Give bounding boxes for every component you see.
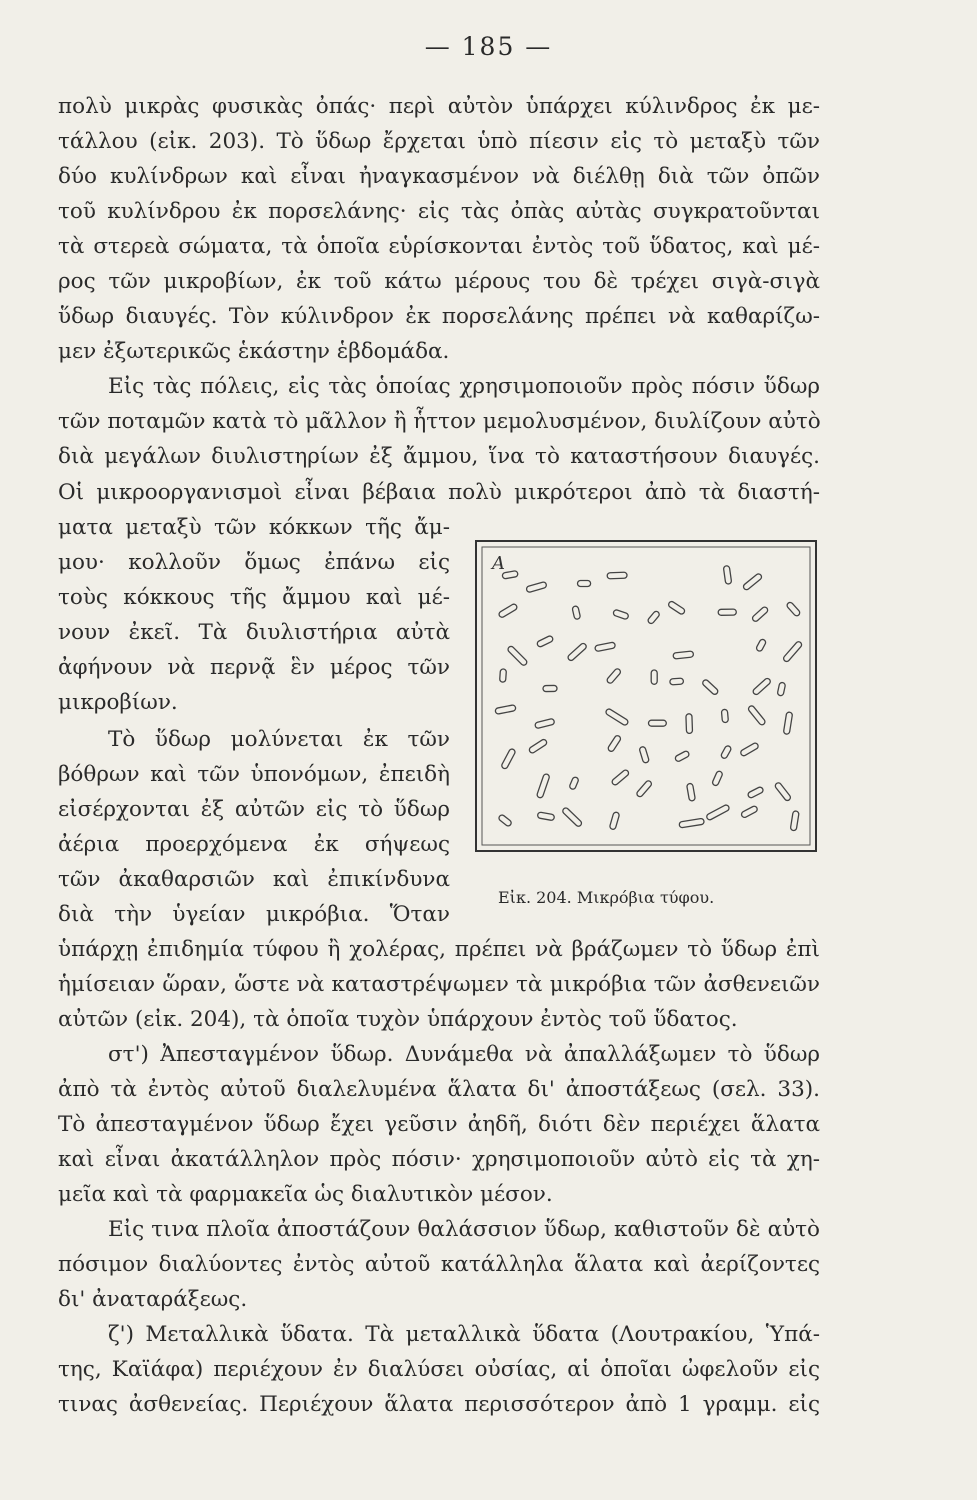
bacterium (613, 609, 629, 620)
bacteria-figure (470, 533, 830, 858)
text-line: πόσιμον διαλύοντες ἐντὸς αὐτοῦ κατάλληλα ἅλατα καὶ ἀερίζοντες (58, 1252, 820, 1277)
bacterium (607, 572, 627, 579)
text-line: Τὸ ἀπεσταγμένον ὕδωρ ἔχει γεῦσιν ἀηδῆ, διότι δὲν περιέχει ἅλατα (58, 1112, 820, 1137)
bacterium (701, 679, 718, 696)
text-line: της, Καϊάφα) περιέχουν ἐν διαλύσει οὐσίας, αἱ ὁποῖαι ὠφελοῦν εἰς (58, 1357, 820, 1382)
bacterium (611, 769, 630, 786)
text-line: νουν ἐκεῖ. Τὰ διυλιστήρια αὐτὰ (58, 620, 450, 645)
text-line: βόθρων καὶ τῶν ὑπονόμων, ἐπειδὴ (58, 762, 450, 787)
text-line: δι' ἀναταράξεως. (58, 1287, 248, 1312)
bacterium (562, 807, 583, 828)
bacteria-group (495, 565, 803, 830)
bacterium (740, 742, 760, 757)
bacterium (501, 748, 516, 770)
bacterium (649, 720, 667, 726)
bacterium (751, 606, 769, 623)
bacterium (786, 601, 801, 617)
bacterium (536, 773, 550, 798)
page-number: — 185 — (424, 32, 553, 61)
text-line: ὑπάρχῃ ἐπιδημία τύφου ἢ χολέρας, πρέπει νὰ βράζωμεν τὸ ὕδωρ ἐπὶ (58, 937, 820, 962)
bacterium (536, 635, 553, 648)
text-line: ἀφήνουν νὰ περνᾷ ἓν μέρος τῶν (58, 655, 450, 680)
text-line: καὶ εἶναι ἀκατάλληλον πρὸς πόσιν· χρησιμοποιοῦν αὐτὸ εἰς τὰ χη- (58, 1147, 820, 1172)
bacterium (777, 682, 786, 696)
bacterium (687, 783, 696, 801)
bacterium (679, 818, 705, 828)
bacterium (636, 780, 653, 798)
bacterium (578, 581, 591, 587)
bacterium (607, 735, 622, 753)
text-line: ὕδωρ διαυγές. Τὸν κύλινδρον ἐκ πορσελάνης πρέπει νὰ καθαρίζω- (58, 304, 820, 329)
typhus-bacteria-illustration (470, 533, 830, 858)
text-line: μεῖα καὶ τὰ φαρμακεῖα ὡς διαλυτικὸν μέσον. (58, 1182, 553, 1207)
text-line: τῶν ποταμῶν κατὰ τὸ μᾶλλον ἢ ἧττον μεμολυσμένον, διυλίζουν αὐτὸ (58, 409, 821, 434)
bacterium (783, 712, 792, 735)
bacterium (535, 718, 555, 729)
figure-caption: Εἰκ. 204. Μικρόβια τύφου. (498, 888, 715, 907)
bacterium (569, 776, 579, 790)
text-line: τὰ στερεὰ σώματα, τὰ ὁποῖα εὑρίσκονται ἐντὸς τοῦ ὕδατος, καὶ μέ- (58, 234, 820, 259)
bacterium (528, 738, 548, 754)
text-line: τοὺς κόκκους τῆς ἄμμου καὶ μέ- (58, 585, 450, 610)
bacterium (495, 705, 516, 715)
bacterium (537, 812, 554, 821)
text-line: Εἰς τὰς πόλεις, εἰς τὰς ὁποίας χρησιμοποιοῦν πρὸς πόσιν ὕδωρ (108, 374, 820, 399)
bacterium (752, 677, 772, 695)
text-line: αὐτῶν (εἰκ. 204), τὰ ὁποῖα τυχὸν ὑπάρχουν ἐντὸς τοῦ ὕδατος. (58, 1007, 738, 1032)
bacterium (543, 685, 557, 691)
bacterium (712, 770, 724, 786)
text-line: ρος τῶν μικροβίων, ἐκ τοῦ κάτω μέρους του δὲ τρέχει σιγὰ-σιγὰ (58, 269, 820, 294)
text-line: δύο κυλίνδρων καὶ εἶναι ἠναγκασμένον νὰ διέλθῃ διὰ τῶν ὀπῶν (58, 164, 820, 189)
bacterium (606, 668, 622, 685)
text-line: μικροβίων. (58, 690, 178, 715)
bacterium (526, 581, 547, 592)
text-line: μου· κολλοῦν ὅμως ἐπάνω εἰς (58, 550, 450, 575)
bacterium (500, 669, 507, 682)
text-line: τινας ἀσθενείας. Περιέχουν ἅλατα περισσότερον ἀπὸ 1 γραμμ. εἰς (58, 1392, 820, 1417)
bacterium (498, 603, 518, 618)
bacterium (721, 709, 728, 723)
bacterium (651, 670, 657, 684)
bacterium (668, 600, 686, 615)
bacterium (742, 573, 762, 591)
text-line: μεν ἐξωτερικῶς ἑκάστην ἑβδομάδα. (58, 339, 450, 364)
bacterium (572, 606, 581, 620)
bacterium (782, 640, 802, 662)
text-line: διὰ μεγάλων διυλιστηρίων ἐξ ἄμμου, ἵνα τὸ καταστήσουν διαυγές. (58, 444, 820, 469)
text-line: στ') Ἀπεσταγμένον ὕδωρ. Δυνάμεθα νὰ ἀπαλλάξωμεν τὸ ὕδωρ (108, 1042, 820, 1067)
bacterium (605, 708, 629, 726)
figure-label: A (492, 553, 505, 574)
text-line: Τὸ ὕδωρ μολύνεται ἐκ τῶν (108, 727, 450, 752)
text-line: διὰ τὴν ὑγείαν μικρόβια. Ὅταν (58, 902, 450, 927)
bacterium (647, 610, 661, 625)
bacterium (774, 782, 791, 802)
bacterium (567, 642, 588, 661)
bacterium (507, 645, 528, 666)
bacterium (706, 804, 730, 821)
text-line: ἡμίσειαν ὥραν, ὥστε νὰ καταστρέψωμεν τὰ μικρόβια τῶν ἀσθενειῶν (58, 972, 820, 997)
text-line: πολὺ μικρὰς φυσικὰς ὀπάς· περὶ αὐτὸν ὑπάρχει κύλινδρος ἐκ με- (58, 94, 820, 119)
bacterium (747, 786, 764, 799)
bacterium (673, 651, 694, 659)
bacterium (723, 565, 731, 584)
text-line: τάλλου (εἰκ. 203). Τὸ ὕδωρ ἔρχεται ὑπὸ πίεσιν εἰς τὸ μεταξὺ τῶν (58, 129, 820, 154)
text-line: ἀπὸ τὰ ἐντὸς αὐτοῦ διαλελυμένα ἅλατα δι' ἀποστάξεως (σελ. 33). (58, 1077, 820, 1102)
text-line: τοῦ κυλίνδρου ἐκ πορσελάνης· εἰς τὰς ὀπὰς αὐτὰς συγκρατοῦνται (58, 199, 820, 224)
bacterium (740, 805, 758, 818)
bacterium (498, 814, 513, 827)
bacterium (790, 811, 799, 831)
bacterium (639, 746, 650, 763)
bacterium (747, 705, 766, 726)
text-line: τῶν ἀκαθαρσιῶν καὶ ἐπικίνδυνα (58, 867, 450, 892)
bacterium (609, 812, 620, 830)
text-line: Οἱ μικροοργανισμοὶ εἶναι βέβαια πολὺ μικρότεροι ἀπὸ τὰ διαστή- (58, 480, 820, 505)
text-line: Εἰς τινα πλοῖα ἀποστάζουν θαλάσσιον ὕδωρ, καθιστοῦν δὲ αὐτὸ (108, 1217, 820, 1242)
bacterium (670, 678, 684, 685)
text-line: εἰσέρχονται ἐξ αὐτῶν εἰς τὸ ὕδωρ (58, 797, 450, 822)
bacterium (720, 745, 732, 759)
text-line: ζ') Μεταλλικὰ ὕδατα. Τὰ μεταλλικὰ ὕδατα (Λουτρακίου, Ὑπά- (108, 1322, 820, 1347)
bacterium (595, 642, 616, 652)
bacterium (674, 750, 690, 762)
bacterium (686, 714, 693, 734)
bacterium (756, 638, 767, 652)
text-line: ματα μεταξὺ τῶν κόκκων τῆς ἄμ- (58, 515, 450, 540)
bacterium (718, 609, 736, 615)
text-line: ἀέρια προερχόμενα ἐκ σήψεως (58, 832, 450, 857)
